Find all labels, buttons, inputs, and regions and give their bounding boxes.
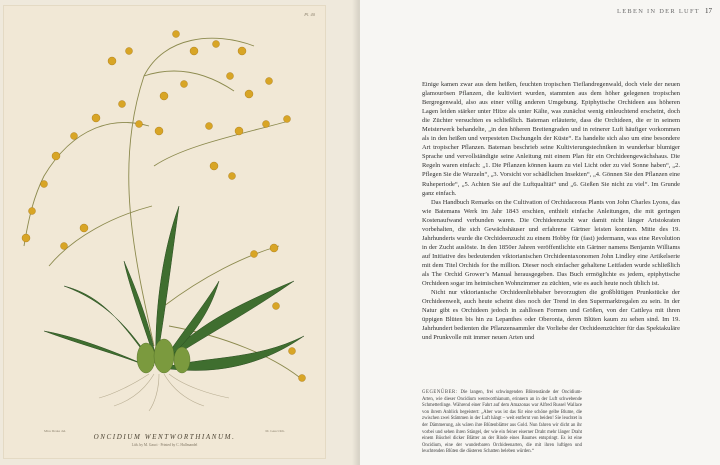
caption-text: Die langen, frei schwingenden Blütenstände der Oncidium-Arten, wie dieser Oncidium wentworthianum, erinnern an in der Luft schwebende Schmetterlinge. Während einer Fahrt auf dem Amazonas war Alfred Russel Wallace von ihrem Anblick begeistert: „Aber was ist das für eine schöne gelbe Blume, die zwischen zwei Stämmen in der Luft hängt – weit entfernt von beiden! Sie leuchtet in der Dämmerung, als wären ihre Blütenblätter aus Gold. Nun fahren wir dicht an ihr vorbei und sehen ihren Stängel, der wie ein feiner eiserner Draht mehr länger Draht einem Büschel dicker Blätter an der Rinde eines Baumes entspringt. Es ist eine Oncidium, eine der wunderbaren Orchideenarten, die mit ihren luftigen und leuchtenden Blüten die düsteren Schatten beleben würden.“ (422, 390, 582, 455)
caption-label: GEGENÜBER: (422, 390, 458, 395)
page-number: 17 (705, 7, 712, 15)
plate-credit-lithographer: M. Gauci lith. (265, 429, 285, 433)
plate-subtitle: Lith. by M. Gauci · Printed by C. Hullmandel (131, 443, 198, 447)
orchid-illustration (4, 6, 325, 458)
figure-caption (422, 390, 582, 456)
paragraph: Das Handbuch Remarks on the Cultivation of Orchidaceous Plants von John Charles Lyons, das wie Batemans Werk im Jahr 1843 erschien, enthielt einfache Anleitungen, die mit geringen Kostenaufwand verbunden waren. Die Orchideenzucht war damit nicht länger Aristokraten vorbehalten, die sich Gewächshäuser und erfahrene Gärtner leisten konnten. Mitte des 19. Jahrhunderts wurde die Orchideenzucht zu einem Hobby für (fast) jedermann, was eine Revolution in der Zucht auslöste. In den 1850er Jahren veröffentlichte ein Gärtner namens Benjamin Williams auf Initiative des bedeutenden viktorianischen Orchideentaxonomen John Lindley eine Artikelserie mit dem Titel Orchids for the million. Dieser noch einfacher gehaltene Leitfaden wurde schließlich als The Orchid Grower’s Manual herausgegeben. Das Buch ermöglichte es jedem, epiphytische Orchideen sogar im heimischen Wohnzimmer zu züchten, wie es auch heute noch üblich ist. (422, 198, 680, 288)
paragraph: Nicht nur viktorianische Orchideenliebhaber bevorzugten die großblütigen Prunkstücke der Orchideenwelt, auch heute scheint dies noch der Trend in den Supermarktregalen zu sein. In der Natur gibt es Orchideen jedoch in zahllosen Formen und Größen, von der Cattleya mit ihren üppigen Blüten bis hin zu Lepanthes oder Oberonia, deren Blüten kaum zu sehen sind. Im 19. Jahrhundert bedienten die Pflanzensammler die Vorliebe der Orchideenzüchter für das Spektakuläre und Prunkvolle mit immer neuen Arten und (422, 289, 680, 342)
botanical-plate (4, 6, 325, 458)
plate-credit-artist: Miss Drake del. (44, 429, 67, 433)
right-page (360, 0, 720, 465)
paragraph: Einige kamen zwar aus dem heißen, feuchten tropischen Tieflandregenwald, doch viele der neuen glamourösen Pflanzen, die kultiviert wurden, stammten aus dem höher gelegenen tropischen Bergregenwald, also aus einer völlig anderen Umgebung. Epiphytische Orchideen aus höheren Lagen leiden stärker unter Hitze als unter Kälte, was zunächst wenig einleuchtend erscheint, doch die Züchter versuchten es schließlich. Bateman erläuterte, dass die Orchideen, die er in seinem Meisterwerk behandelte, „in den höheren Breitengraden und in reinerer Luft häufiger vorkommen als in den heißen und verpesteten Dschungeln der Küste“. Es handelte sich also um eine besondere Art tropischer Pflanzen. Bateman beschrieb seine Kultivierungstechniken in wunderbar blumiger Sprache und vervollständigte seine Anleitung mit einem Plan für ein Orchideengewächshaus. Die Regeln waren einfach: „1. Die Pflanzen können kaum zu viel Licht oder zu viel Sonne haben“, „2. Pflegen Sie die Wurzeln“, „3. Vorsicht vor schädlichen Insekten“, „4. Gönnen Sie den Pflanzen eine Ruheperiode“, „5. Achten Sie auf die Luftqualität“ und „6. Gießen Sie nicht zu viel“. Im Grunde ganz einfach. (422, 81, 680, 197)
plate-number: Pl. 40 (304, 12, 315, 17)
running-head: LEBEN IN DER LUFT (617, 8, 700, 15)
plate-title: ONCIDIUM WENTWORTHIANUM. (93, 433, 236, 441)
body-text (422, 80, 680, 342)
